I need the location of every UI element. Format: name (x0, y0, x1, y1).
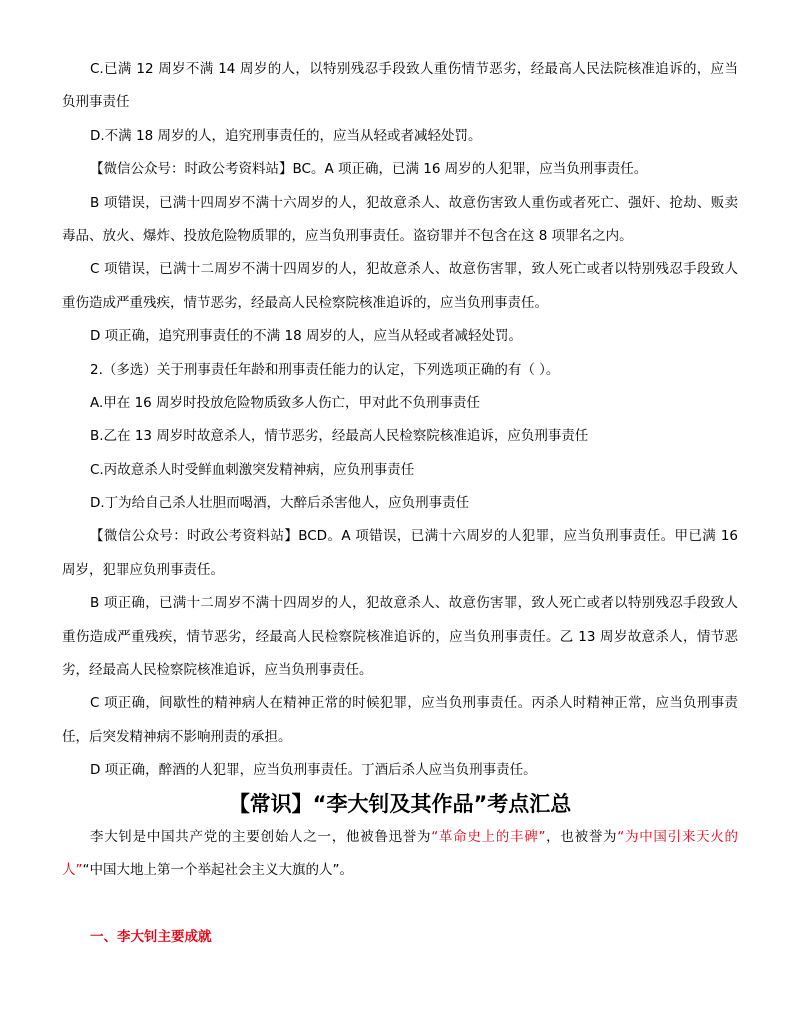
paragraph (62, 454, 738, 487)
section-heading: 【常识】“李大钊及其作品”考点汇总 (228, 791, 572, 816)
text-line: 周岁，犯罪应负刑事责任。 (62, 561, 224, 578)
paragraph (62, 520, 738, 587)
text-line: 毒品、放火、爆炸、投放危险物质罪的，应当负刑事责任。盗窃罪并不包含在这 8 项罪名之内。 (62, 227, 633, 244)
document-page (62, 53, 738, 955)
text-line: C 项错误，已满十二周岁不满十四周岁的人，犯故意杀人、故意伤害罪，致人死亡或者以特别残忍手段致人 (90, 261, 738, 278)
intro-line (62, 854, 738, 887)
text-line: D.丁为给自己杀人壮胆而喝酒，大醉后杀害他人，应负刑事责任 (90, 495, 470, 512)
text-line: A.甲在 16 周岁时投放危险物质致多人伤亡，甲对此不负刑事责任 (90, 394, 481, 411)
paragraph (62, 354, 738, 387)
text-line: B.乙在 13 周岁时故意杀人，情节恶劣，经最高人民检察院核准追诉，应负刑事责任 (90, 428, 589, 445)
text-line: 【微信公众号：时政公考资料站】BC。A 项正确，已满 16 周岁的人犯罪，应当负刑事责任。 (90, 161, 648, 178)
text-line: 2.（多选）关于刑事责任年龄和刑事责任能力的认定，下列选项正确的有（ ）。 (90, 361, 560, 378)
paragraph (62, 420, 738, 453)
text-line: D 项正确，醉酒的人犯罪，应当负刑事责任。丁酒后杀人应当负刑事责任。 (90, 762, 537, 779)
intro-text: “中国大地上第一个举起社会主义大旗的人”。 (82, 862, 353, 879)
spacer (62, 888, 738, 921)
subsection-title: 一、李大钊主要成就 (90, 929, 212, 946)
intro-line (62, 821, 738, 854)
paragraph (62, 754, 738, 787)
text-line: B 项正确，已满十二周岁不满十四周岁的人，犯故意杀人、故意伤害罪，致人死亡或者以特别残忍手段致人 (90, 595, 738, 612)
intro-text: 李大钊是中国共产党的主要创始人之一，他被鲁迅誉为 (90, 828, 432, 845)
paragraph (62, 187, 738, 254)
text-line: 重伤造成严重残疾，情节恶劣，经最高人民检察院核准追诉的，应当负刑事责任。 (62, 294, 548, 311)
highlight-quote: “革命史上的丰碑” (431, 828, 546, 845)
text-line: C.丙故意杀人时受鲜血刺激突发精神病，应负刑事责任 (90, 461, 415, 478)
highlight-quote: 人” (62, 862, 83, 879)
text-line: B 项错误，已满十四周岁不满十六周岁的人，犯故意杀人、故意伤害致人重伤或者死亡、强奸、抢劫、贩卖 (90, 194, 738, 211)
intro-text: ，也被誉为 (545, 828, 618, 845)
question-explanations (62, 53, 738, 788)
text-line: 【微信公众号：时政公考资料站】BCD。A 项错误，已满十六周岁的人犯罪，应当负刑事责任。甲已满 16 (90, 528, 738, 545)
paragraph (62, 487, 738, 520)
text-line: D.不满 18 周岁的人，追究刑事责任的，应当从轻或者减轻处罚。 (90, 127, 482, 144)
intro-paragraph (62, 821, 738, 888)
text-line: 负刑事责任 (62, 94, 130, 111)
paragraph (62, 320, 738, 353)
text-line: C.已满 12 周岁不满 14 周岁的人，以特别残忍手段致人重伤情节恶劣，经最高人民法院核准追诉的，应当 (90, 61, 738, 77)
highlight-quote: “为中国引来天火的 (617, 828, 738, 845)
paragraph (62, 687, 738, 754)
text-line: C 项正确，间歇性的精神病人在精神正常的时候犯罪，应当负刑事责任。丙杀人时精神正常，应当负刑事责 (90, 695, 738, 712)
paragraph (62, 387, 738, 420)
paragraph (62, 587, 738, 687)
text-line: 重伤造成严重残疾，情节恶劣，经最高人民检察院核准追诉的，应当负刑事责任。乙 13 周岁故意杀人，情节恶 (62, 628, 738, 645)
paragraph (62, 53, 738, 120)
text-line: 任，后突发精神病不影响刑责的承担。 (62, 728, 292, 745)
paragraph (62, 120, 738, 153)
text-line: 劣，经最高人民检察院核准追诉，应当负刑事责任。 (62, 662, 373, 679)
text-line: D 项正确，追究刑事责任的不满 18 周岁的人，应当从轻或者减轻处罚。 (90, 328, 522, 345)
paragraph (62, 253, 738, 320)
paragraph (62, 153, 738, 186)
